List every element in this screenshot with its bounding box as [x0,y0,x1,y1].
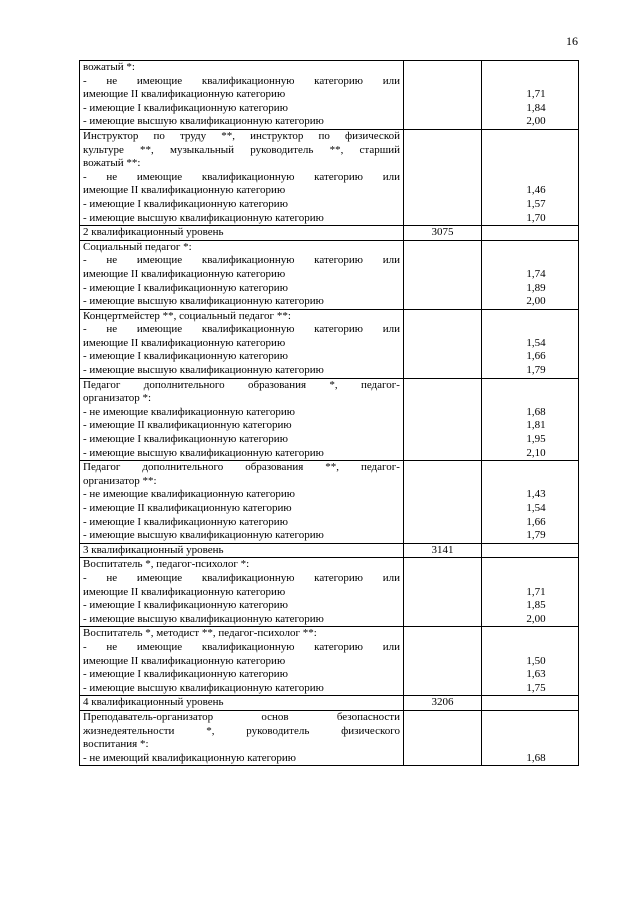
description-line: имеющие II квалификационную категорию [83,184,286,197]
coefficient-value: 1,81 [526,419,546,432]
salary-cell-empty [404,129,482,225]
coefficient-value: 1,71 [526,88,546,101]
coefficient-value: 1,66 [526,515,546,528]
description-line: - не имеющие квалификационную категорию [83,488,296,501]
description-line: - не имеющие квалификационную категорию или [83,254,400,267]
coefficient-value: 1,75 [526,681,546,694]
salary-cell-empty [404,627,482,696]
level-salary: 3206 [404,696,482,711]
coefficient-cell [482,627,579,696]
description-line: - имеющие высшую квалификационную категорию [83,681,324,694]
description-line: - не имеющий квалификационную категорию [83,751,297,764]
coefficient-value: 1,79 [526,364,546,377]
coefficient-cell [482,378,579,461]
coefficient-value: 1,57 [526,197,546,210]
position-group-row [80,378,579,461]
coefficient-value [485,738,575,752]
description-line: организатор *: [83,392,152,405]
coefficient-cell [482,129,579,225]
level-salary: 3075 [404,226,482,241]
description-line: - не имеющие квалификационную категорию [83,405,296,418]
description-line: вожатый **: [83,157,141,170]
description-line: - не имеющие квалификационную категорию или [83,74,400,87]
description-line: - не имеющие квалификационную категорию или [83,640,400,653]
description-line: жизнедеятельности *, руководитель физического [83,724,400,737]
description-line: имеющие II квалификационную категорию [83,88,286,101]
coefficient-cell [482,558,579,627]
description-line: - не имеющие квалификационную категорию или [83,323,400,336]
coefficient-value: 1,54 [526,336,546,349]
position-group-row [80,129,579,225]
position-description [80,378,404,461]
description-line: имеющие II квалификационную категорию [83,654,286,667]
coefficient-value [485,725,575,739]
position-description [80,461,404,544]
salary-cell-empty [404,710,482,765]
position-group-row [80,309,579,378]
description-line: Инструктор по труду **, инструктор по физической [83,129,400,142]
description-line: вожатый *: [83,61,135,73]
description-line: культуре **, музыкальный руководитель **, старший [83,143,400,156]
description-line: - имеющие высшую квалификационную категорию [83,295,324,308]
coefficient-value [485,323,575,337]
coefficient-value [485,461,575,475]
level-coef-empty [482,696,579,711]
page-number: 16 [566,34,578,48]
coefficient-value: 1,50 [526,654,546,667]
description-line: - имеющие I квалификационную категорию [83,668,288,681]
salary-cell-empty [404,558,482,627]
salary-cell-empty [404,61,482,130]
description-line: имеющие II квалификационную категорию [83,585,286,598]
position-group-row [80,627,579,696]
coefficient-value: 1,68 [526,751,546,764]
position-group-row [80,61,579,130]
description-line: Социальный педагог *: [83,240,192,253]
salary-coefficient-table [79,60,579,766]
coefficient-value [485,254,575,268]
salary-cell-empty [404,378,482,461]
description-line: - имеющие высшую квалификационную категорию [83,529,324,542]
coefficient-value [485,130,575,144]
coefficient-value [485,171,575,185]
position-description [80,309,404,378]
description-line: Педагог дополнительного образования **, педагог- [83,461,400,474]
description-line: - имеющие I квалификационную категорию [83,197,288,210]
description-line: Педагог дополнительного образования *, педагог- [83,378,400,391]
description-line: - имеющие I квалификационную категорию [83,281,288,294]
level-coef-empty [482,226,579,241]
coefficient-cell [482,61,579,130]
description-line: Концертмейстер **, социальный педагог **: [83,309,291,322]
description-line: - не имеющие квалификационную категорию или [83,170,400,183]
coefficient-value: 1,68 [526,405,546,418]
position-group-row [80,240,579,309]
coefficient-value [485,241,575,255]
coefficient-value: 1,71 [526,585,546,598]
position-description [80,558,404,627]
description-line: - имеющие I квалификационную категорию [83,101,288,114]
coefficient-value [485,627,575,641]
coefficient-value [485,144,575,158]
position-description [80,61,404,130]
coefficient-value [485,61,575,75]
description-line: - не имеющие квалификационную категорию или [83,571,400,584]
position-description [80,627,404,696]
coefficient-value: 1,66 [526,350,546,363]
coefficient-cell [482,309,579,378]
description-line: имеющие II квалификационную категорию [83,336,286,349]
description-line: - имеющие высшую квалификационную категорию [83,211,324,224]
coefficient-value: 1,70 [526,211,546,224]
coefficient-value [485,310,575,324]
description-line: Преподаватель-организатор основ безопасности [83,710,400,723]
position-group-row [80,558,579,627]
description-line: воспитания *: [83,738,149,751]
description-line: имеющие II квалификационную категорию [83,267,286,280]
coefficient-value: 1,79 [526,529,546,542]
description-line: Воспитатель *, методист **, педагог-психолог **: [83,627,317,640]
coefficient-value: 1,95 [526,433,546,446]
description-line: - имеющие высшую квалификационную категорию [83,115,324,128]
position-group-row [80,710,579,765]
qualification-level-row [80,696,579,711]
coefficient-value [485,379,575,393]
coefficient-cell [482,710,579,765]
salary-cell-empty [404,461,482,544]
coefficient-value: 1,46 [526,184,546,197]
coefficient-value: 1,74 [526,267,546,280]
level-label: 4 квалификационный уровень [80,696,404,711]
coefficient-value [485,75,575,89]
description-line: - имеющие I квалификационную категорию [83,515,288,528]
coefficient-value [485,641,575,655]
coefficient-value [485,475,575,489]
coefficient-cell [482,240,579,309]
level-label: 2 квалификационный уровень [80,226,404,241]
coefficient-value: 2,00 [526,295,546,308]
coefficient-value: 2,10 [526,446,546,459]
qualification-level-row [80,543,579,558]
qualification-level-row [80,226,579,241]
coefficient-value: 1,89 [526,281,546,294]
coefficient-value [485,558,575,572]
position-description [80,240,404,309]
description-line: - имеющие II квалификационную категорию [83,502,292,514]
coefficient-value: 1,84 [526,101,546,114]
coefficient-value: 1,43 [526,488,546,501]
description-line: - имеющие высшую квалификационную категорию [83,612,324,625]
coefficient-value: 2,00 [526,115,546,128]
coefficient-value: 1,54 [526,502,546,514]
description-line: - имеющие I квалификационную категорию [83,599,288,612]
position-description [80,710,404,765]
level-coef-empty [482,543,579,558]
description-line: - имеющие I квалификационную категорию [83,350,288,363]
coefficient-value [485,572,575,586]
description-line: Воспитатель *, педагог-психолог *: [83,558,250,571]
coefficient-value: 2,00 [526,612,546,625]
level-salary: 3141 [404,543,482,558]
position-description [80,129,404,225]
salary-cell-empty [404,240,482,309]
coefficient-value: 1,85 [526,599,546,612]
salary-cell-empty [404,309,482,378]
description-line: - имеющие I квалификационную категорию [83,433,288,446]
coefficient-value [485,711,575,725]
description-line: - имеющие II квалификационную категорию [83,419,292,432]
position-group-row [80,461,579,544]
description-line: - имеющие высшую квалификационную категорию [83,364,324,377]
level-label: 3 квалификационный уровень [80,543,404,558]
coefficient-value [485,392,575,406]
description-line: организатор **: [83,474,157,487]
coefficient-value [485,157,575,171]
coefficient-cell [482,461,579,544]
description-line: - имеющие высшую квалификационную категорию [83,446,324,459]
coefficient-value: 1,63 [526,668,546,681]
